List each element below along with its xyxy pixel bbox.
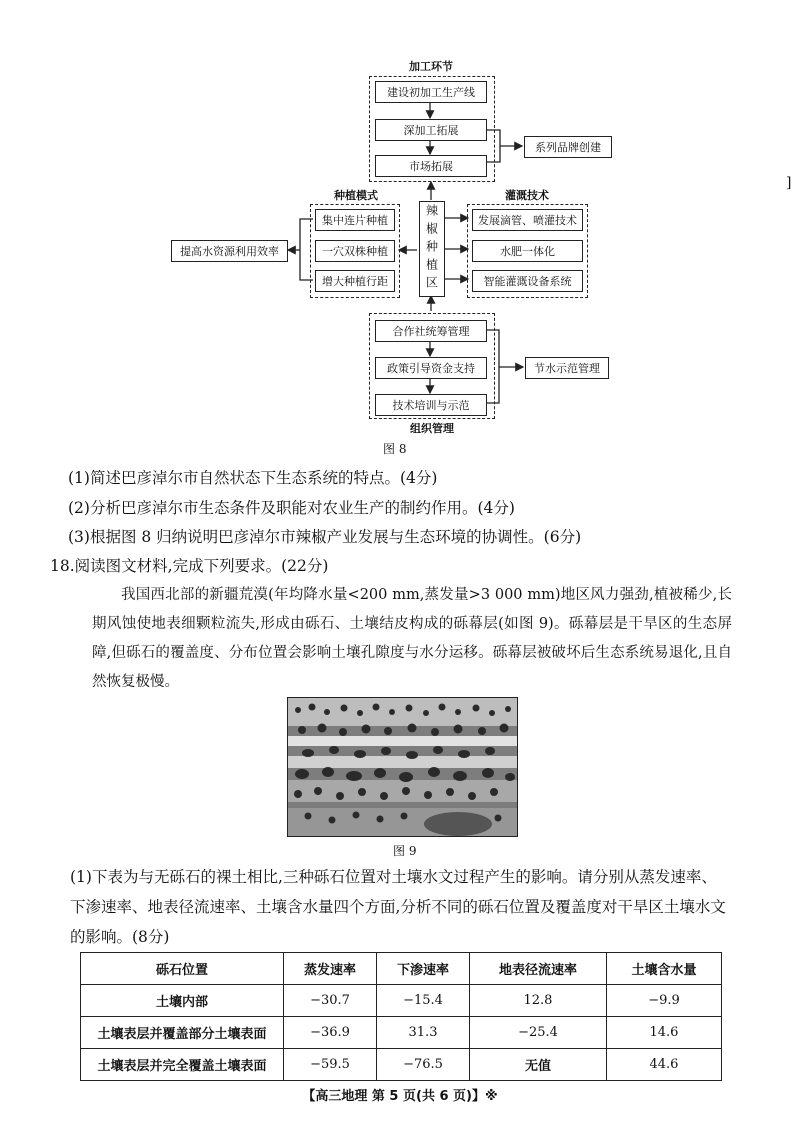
irrigation-title: 灌溉技术 xyxy=(505,189,549,202)
figure-9-photo xyxy=(287,697,518,837)
table-header: 地表径流速率 xyxy=(470,953,607,985)
table-cell: 14.6 xyxy=(606,1017,721,1049)
processing-item-3: 市场拓展 xyxy=(375,155,487,177)
question-17-3: (3)根据图 8 归纳说明巴彦淖尔市辣椒产业发展与生态环境的协调性。(6分) xyxy=(68,528,582,546)
processing-title: 加工环节 xyxy=(409,60,453,73)
management-title: 组织管理 xyxy=(410,422,454,435)
table-cell: 土壤表层并完全覆盖土壤表面 xyxy=(81,1049,284,1081)
figure-8-caption: 图 8 xyxy=(383,442,407,456)
management-item-1: 合作社统筹管理 xyxy=(375,320,487,342)
table-row xyxy=(81,985,722,1017)
table-row xyxy=(81,1017,722,1049)
table-header-row xyxy=(81,953,722,985)
planting-item-3: 增大种植行距 xyxy=(315,270,395,292)
table-cell: −9.9 xyxy=(606,985,721,1017)
table-cell: −59.5 xyxy=(284,1049,377,1081)
table-cell: −25.4 xyxy=(470,1017,607,1049)
table-cell: 12.8 xyxy=(470,985,607,1017)
table-row xyxy=(81,1049,722,1081)
table-cell: 土壤内部 xyxy=(81,985,284,1017)
table-header: 下渗速率 xyxy=(377,953,470,985)
table-header: 土壤含水量 xyxy=(606,953,721,985)
planting-title: 种植模式 xyxy=(334,189,378,202)
table-cell: 44.6 xyxy=(606,1049,721,1081)
processing-output: 系列品牌创建 xyxy=(524,136,612,158)
question-18-heading: 18.阅读图文材料,完成下列要求。(22分) xyxy=(50,557,329,575)
irrigation-item-2: 水肥一体化 xyxy=(472,240,583,262)
irrigation-item-1: 发展滴管、喷灌技术 xyxy=(472,209,583,231)
edge-mark: ] xyxy=(786,175,792,191)
planting-item-1: 集中连片种植 xyxy=(315,209,395,231)
table-cell: 无值 xyxy=(470,1049,607,1081)
management-item-2: 政策引导资金支持 xyxy=(375,357,487,379)
management-output: 节水示范管理 xyxy=(525,357,609,379)
planting-output: 提高水资源利用效率 xyxy=(171,240,288,262)
table-cell: 土壤表层并覆盖部分土壤表面 xyxy=(81,1017,284,1049)
planting-item-2: 一穴双株种植 xyxy=(315,240,395,262)
irrigation-item-3: 智能灌溉设备系统 xyxy=(472,270,583,292)
question-17-2: (2)分析巴彦淖尔市生态条件及职能对农业生产的制约作用。(4分) xyxy=(68,499,515,517)
management-item-3: 技术培训与示范 xyxy=(375,394,487,416)
gravel-effect-table xyxy=(80,952,722,1081)
table-header: 蒸发速率 xyxy=(284,953,377,985)
pepper-planting-area: 辣椒种植区 xyxy=(419,201,445,297)
question-18-material: 我国西北部的新疆荒漠(年均降水量<200 mm,蒸发量>3 000 mm)地区风力强劲,植被稀少,长期风蚀使地表细颗粒流失,形成由砾石、土壤结皮构成的砾幕层(如图 9)。砾幕层是干旱区的生态屏障,但砾石的覆盖度、分布位置会影响土壤孔隙度与水分运移。砾幕层被破坏后生态系统易退化,且自然恢复极慢。 xyxy=(92,587,732,690)
table-cell: −76.5 xyxy=(377,1049,470,1081)
figure-9-caption: 图 9 xyxy=(393,844,417,858)
table-cell: −36.9 xyxy=(284,1017,377,1049)
table-header: 砾石位置 xyxy=(81,953,284,985)
processing-item-1: 建设初加工生产线 xyxy=(375,81,487,103)
table-cell: −30.7 xyxy=(284,985,377,1017)
page-footer: 【高三地理 第 5 页(共 6 页)】※ xyxy=(302,1089,498,1104)
question-17-1: (1)简述巴彦淖尔市自然状态下生态系统的特点。(4分) xyxy=(68,469,438,487)
gravel-layer-illustration xyxy=(288,698,517,836)
table-cell: −15.4 xyxy=(377,985,470,1017)
question-18-1: (1)下表为与无砾石的裸土相比,三种砾石位置对土壤水文过程产生的影响。请分别从蒸发速率、下渗速率、地表径流速率、土壤含水量四个方面,分析不同的砾石位置及覆盖度对干旱区土壤水文的影响。(8分) xyxy=(70,868,726,946)
processing-item-2: 深加工拓展 xyxy=(375,119,487,141)
table-cell: 31.3 xyxy=(377,1017,470,1049)
